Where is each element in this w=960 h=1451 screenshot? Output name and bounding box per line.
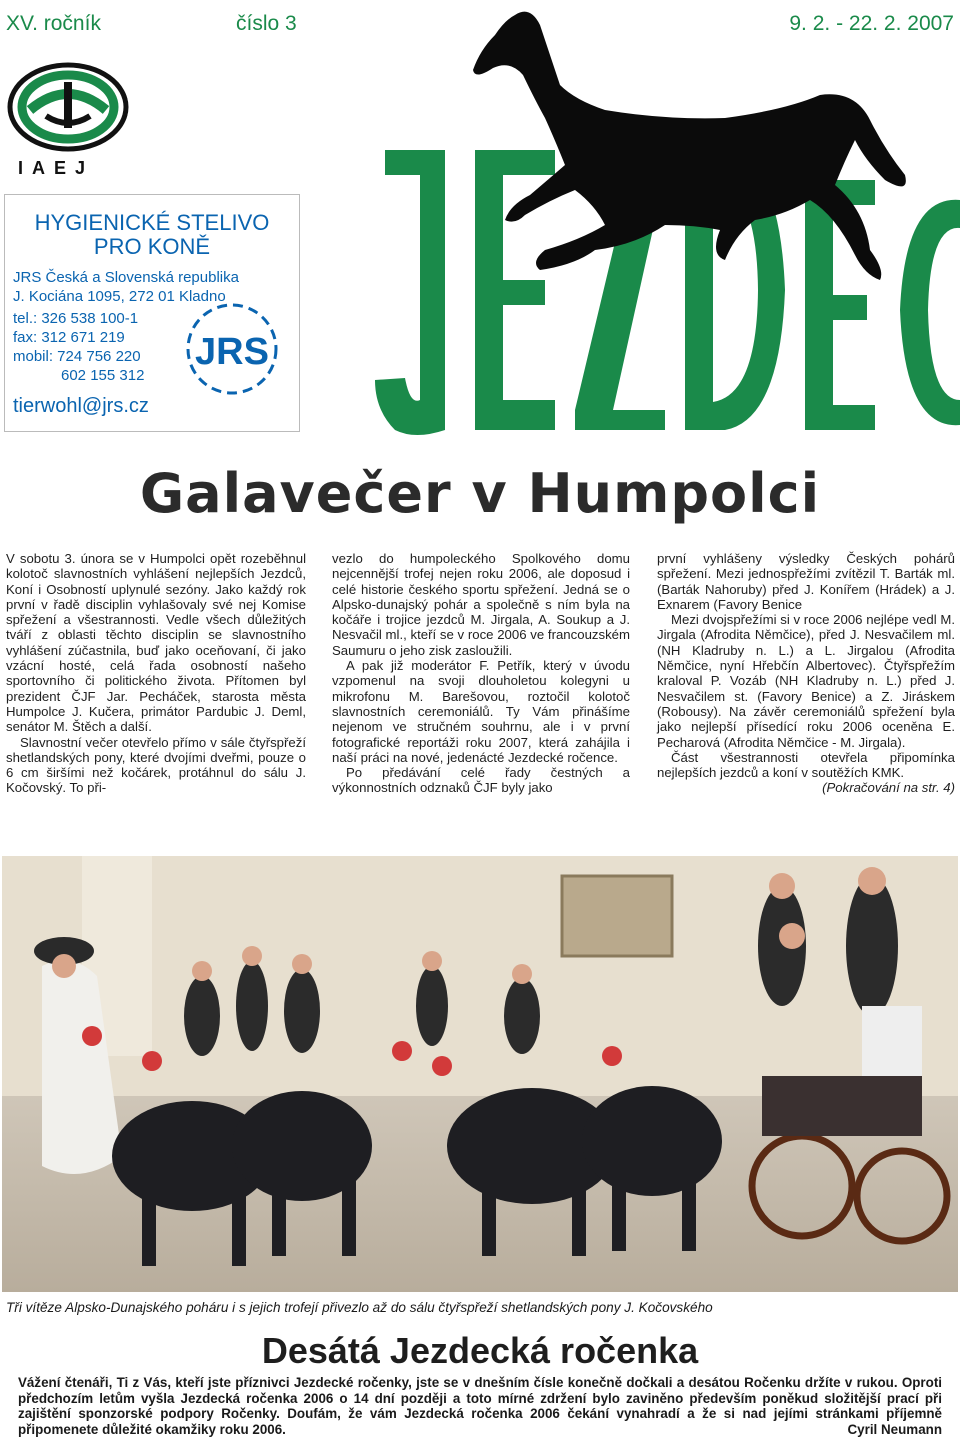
col1-paragraph: Slavnostní večer otevřelo přímo v sále čtyřspřeží shetlandských pony, které dvojími dveřmi, pouze o 6 cm širšími než kočárek, protáhnul do sálu J. Kočovský. To při- — [6, 734, 306, 796]
issue-number: číslo 3 — [236, 12, 297, 35]
col1-paragraph: V sobotu 3. února se v Humpolci opět rozeběhnul kolotoč slavnostních vyhlášení nejlepších Jezdců, Koní i Osobností uplynulé sezóny. Jako každý rok první v řadě disciplin vyhlašovaly své nej Komise spřežení a všestrannosti. Vedle všech důležitých tváří z oblasti těchto disciplin se slavnostního vyhlášení zúčastnila, buď jako oceňovaní, či jako vzácní hosté, celá řada osobností našeho sportovního či politického života. Přítomen byl prezident ČJF Jar. Pecháček, starosta města Humpolce J. Kučera, primátor Pardubic J. Deml, senátor M. Štěch a další. — [6, 551, 306, 735]
col2-paragraph: Po předávání celé řady čestných a výkonnostních odznaků ČJF byly jako — [332, 765, 630, 796]
jezdec-masthead — [365, 0, 960, 440]
article-column-1 — [6, 551, 306, 796]
ad-mobile: mobil: 724 756 220 — [13, 348, 141, 365]
ad-address: J. Kociána 1095, 272 01 Kladno — [13, 288, 226, 305]
article-column-3 — [657, 551, 955, 796]
ad-phone: tel.: 326 538 100-1 — [13, 310, 139, 327]
ad-email[interactable]: tierwohl@jrs.cz — [13, 395, 149, 417]
volume-label: XV. ročník — [6, 12, 101, 35]
continued-note: (Pokračování na str. 4) — [822, 780, 955, 796]
col3-paragraph: první vyhlášeny výsledky Českých pohárů spřežení. Mezi jednospřežími zvítězil T. Barták ml. (Barták Nahoruby) před J. Konířem (Hrádek) a J. Exnarem (Favory Benice — [657, 551, 955, 612]
ad-title-line1: HYGIENICKÉ STELIVO — [34, 210, 270, 235]
second-article-signature: Cyril Neumann — [847, 1421, 942, 1437]
masthead-title: JEZDEC — [923, 60, 927, 61]
col3-paragraph: Část všestrannosti otevřela připomínka nejlepších jezdců a koní v soutěžích KMK. — [657, 749, 955, 781]
article-headline: Galavečer v Humpolci — [139, 462, 821, 525]
col2-paragraph: A pak již moderátor F. Petřík, který v úvodu vzpomenul na svoji dlouholetou kolegyni u mikrofonu M. Barešovou, roztočil kolotoč slavnostních ceremoniálů. Ty Vám přinášíme nejenom ve stručném souhrnu, ale i v první fotografické reportáži roku 2007, která zahájila i naší práci na nové, jedenácté Jezdecké ročence. — [332, 658, 630, 765]
issue-dates: 9. 2. - 22. 2. 2007 — [789, 12, 954, 35]
event-photo — [2, 856, 958, 1292]
second-article-headline: Desátá Jezdecká ročenka — [261, 1330, 699, 1371]
jrs-logo-text: JRS — [195, 331, 269, 373]
photo-caption: Tři vítěze Alpsko-Dunajského poháru i s jejich trofejí přivezlo až do sálu čtyřspřeží shetlandských pony J. Kočovského — [6, 1300, 713, 1315]
ad-mobile-2: 602 155 312 — [61, 367, 145, 384]
jrs-logo-icon — [178, 300, 286, 398]
second-article-text: Vážení čtenáři, Ti z Vás, kteří jste příznivci Jezdecké ročenky, jste se v dnešním čísle konečně dočkali a desátou Ročenku držíte v rukou. Oproti předchozím letům vyšla Jezdecká ročenka 2006 o 14 dní později a toto mírné zdržení bylo zaviněno především poněkud složitější prací při zajištění sponzorské podpory Ročenky. Doufám, že vám Jezdecká ročenka 2006 čekání vynahradí a že si nad jejími stránkami příjemně připomenete důležité okamžiky roku 2006. — [18, 1375, 942, 1437]
iaej-emblem-icon — [6, 60, 131, 155]
ad-fax: fax: 312 671 219 — [13, 329, 125, 346]
article-column-2 — [332, 551, 630, 796]
ad-company: JRS Česká a Slovenská republika — [13, 269, 239, 286]
col2-paragraph: vezlo do humpoleckého Spolkového domu nejcennější trofej nejen roku 2006, ale doposud i celé historie českého sportu spřežení. Jedná se o Alpsko-dunajský pohár a společně s ním byla na kočáře i trojice jezdců M. Jirgala, A. Soukup a J. Nesvačil ml., kteří se v roce 2006 ve francouzském Saumuru o jeho zisk zasloužili. — [332, 551, 630, 658]
iaej-wordmark: IAEJ — [18, 158, 95, 178]
second-article-body — [18, 1375, 942, 1437]
ad-title-line2: PRO KONĚ — [93, 234, 211, 259]
col3-paragraph: Mezi dvojspřežími si v roce 2006 nejlépe vedl M. Jirgala (Afrodita Němčice), před J. Nesvačilem ml. (NH Kladruby n. L.) a L. Jirgalou (Afrodita Němčice, nyní Hřebčín Albertovec). Čtyřspřežím kraloval P. Vozáb (NH Kladruby n. L.) před J. Nesvačilem st. (Favory Benice) a Z. Jiráskem (Robousy). Na závěr ceremoniálů spřežení byla jako nejlepší přísedící roku 2006 oceněna E. Pecharová (Afrodita Němčice - M. Jirgala). — [657, 612, 955, 750]
